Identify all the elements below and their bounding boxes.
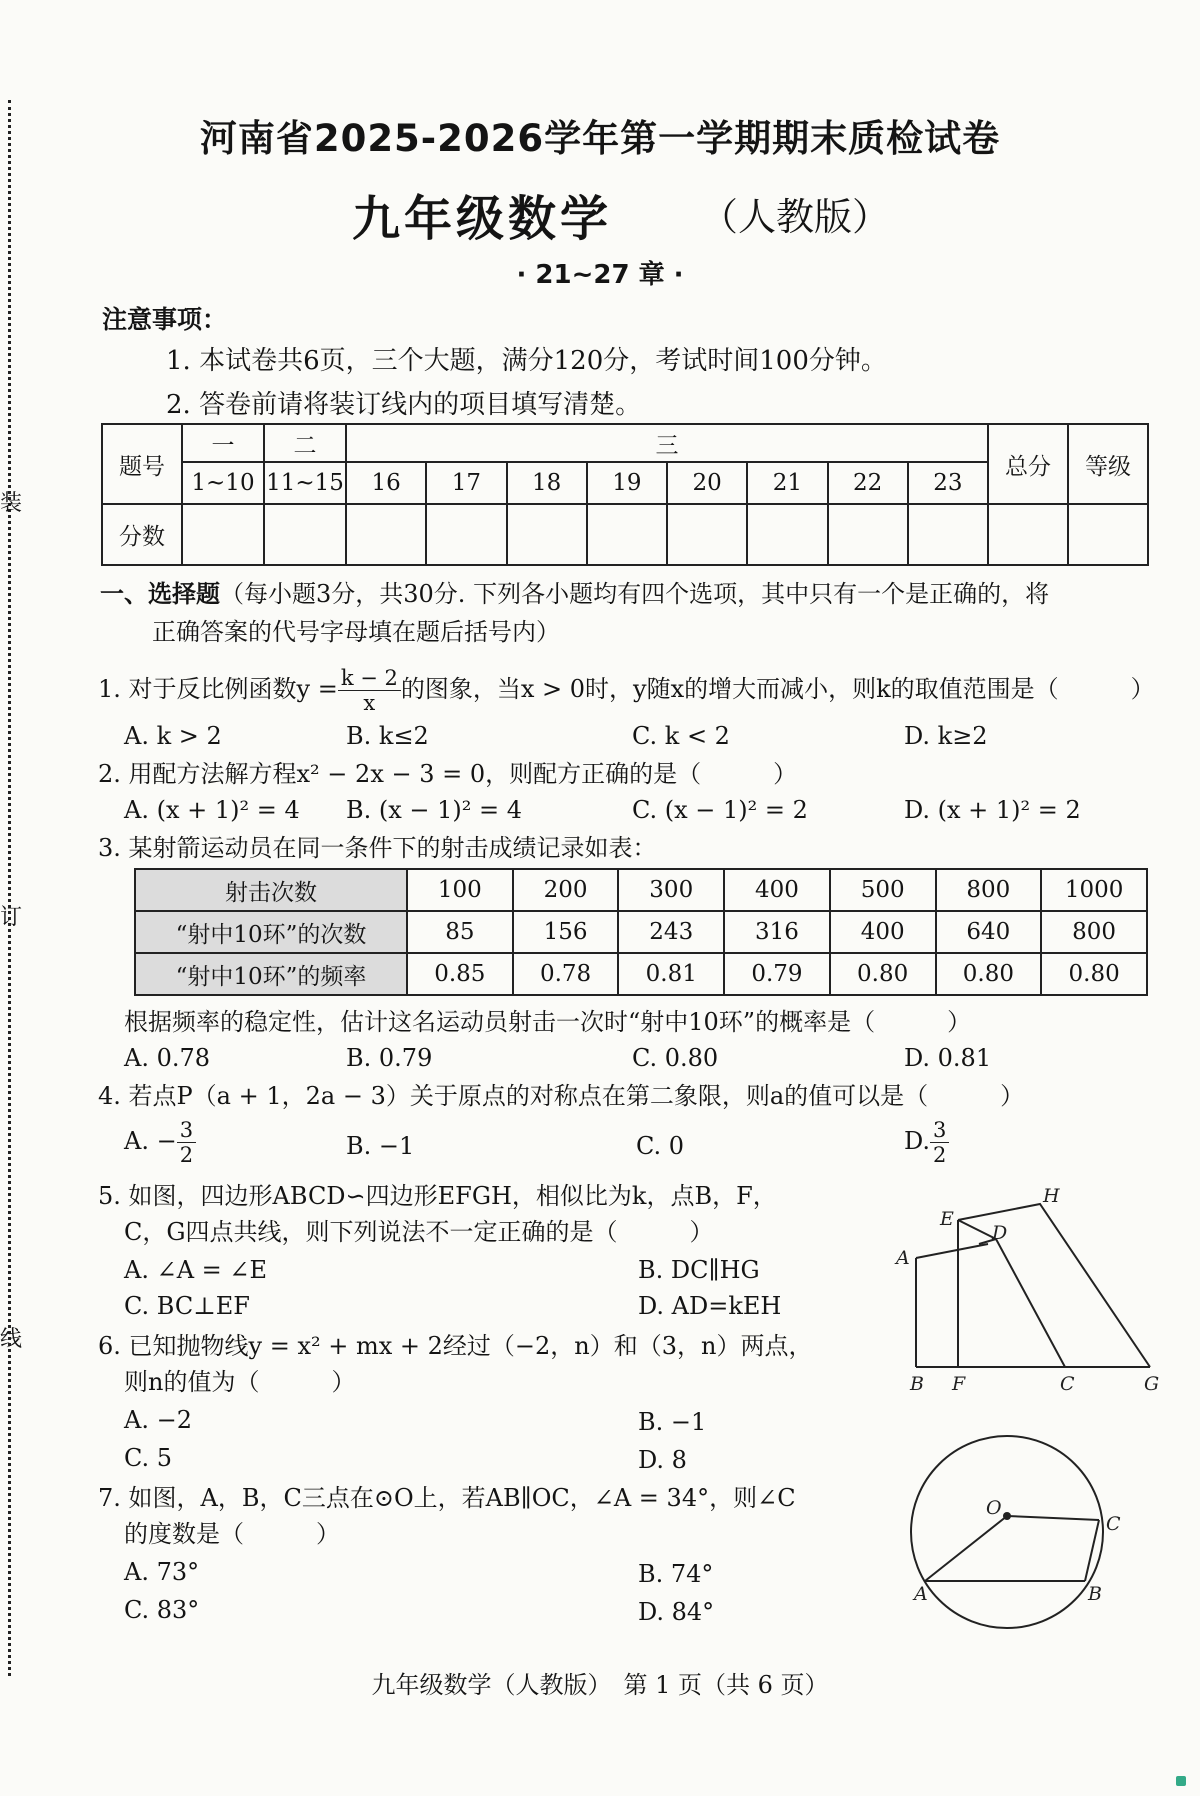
question-6-line-2: 则n的值为（ ） (124, 1368, 356, 1396)
score-table-sub: 16 (346, 462, 426, 504)
q4-d-den: 2 (933, 1143, 947, 1167)
shoot-cell: 156 (513, 911, 619, 953)
q4-d-num: 3 (930, 1118, 949, 1143)
score-table-label-score: 分数 (102, 504, 182, 565)
label-a: A (914, 1583, 928, 1605)
binding-label-xian: 线 (0, 1327, 23, 1352)
subject-title: 九年级数学 (352, 191, 613, 247)
shooting-table (134, 868, 1148, 996)
chapter-range: · 21~27 章 · (516, 260, 684, 290)
question-7-line-2: 的度数是（ ） (124, 1520, 340, 1548)
shoot-cell: 200 (513, 869, 619, 911)
q1-fraction (338, 666, 401, 715)
q7-option-a[interactable]: A. 73° (124, 1558, 200, 1586)
score-table-sub: 11~15 (264, 462, 346, 504)
q6-option-c[interactable]: C. 5 (124, 1444, 173, 1472)
q3-option-c[interactable]: C. 0.80 (632, 1044, 719, 1072)
notice-item-2: 2. 答卷前请将装订线内的项目填写清楚。 (166, 390, 642, 420)
edge-ad-part (916, 1244, 988, 1258)
shoot-cell: 100 (407, 869, 513, 911)
shoot-cell: 640 (936, 911, 1042, 953)
quad-abcd-left (958, 1220, 1065, 1367)
label-c: C (1106, 1513, 1121, 1535)
chord-bc (1085, 1520, 1099, 1581)
q4-option-a[interactable] (124, 1118, 196, 1167)
shoot-row-header: 射击次数 (135, 869, 407, 911)
score-cell[interactable] (507, 504, 587, 565)
shoot-cell: 500 (830, 869, 936, 911)
q3-option-a[interactable]: A. 0.78 (124, 1044, 211, 1072)
label-d: D (992, 1222, 1008, 1244)
score-cell[interactable] (667, 504, 747, 565)
shoot-cell: 400 (724, 869, 830, 911)
score-cell[interactable] (908, 504, 988, 565)
q6-option-a[interactable]: A. −2 (124, 1406, 192, 1434)
shoot-cell: 0.80 (1041, 953, 1147, 995)
q7-option-d[interactable]: D. 84° (638, 1598, 715, 1626)
question-5-line-2: C，G四点共线，则下列说法不一定正确的是（ ） (124, 1218, 714, 1246)
score-cell[interactable] (426, 504, 506, 565)
shoot-cell: 0.79 (724, 953, 830, 995)
label-g: G (1144, 1373, 1160, 1395)
q2-option-a[interactable]: A. (x + 1)² = 4 (124, 796, 300, 824)
q4-option-a-prefix: A. − (124, 1127, 177, 1155)
score-table-group-2: 二 (264, 424, 346, 462)
binding-label-ding: 订 (0, 905, 23, 930)
q1-post: 的图象，当x > 0时，y随x的增大而减小，则k的取值范围是（ ） (400, 675, 1155, 703)
q1-y: y = (296, 675, 338, 703)
shoot-cell: 0.80 (830, 953, 936, 995)
q4-option-d[interactable] (904, 1118, 949, 1167)
shoot-row-header: “射中10环”的频率 (135, 953, 407, 995)
score-table-sub: 20 (667, 462, 747, 504)
shoot-cell: 800 (936, 869, 1042, 911)
shoot-cell: 85 (407, 911, 513, 953)
question-1 (98, 666, 1158, 715)
score-cell[interactable] (587, 504, 667, 565)
score-table-sub: 23 (908, 462, 988, 504)
score-table-sub: 21 (747, 462, 827, 504)
shoot-cell: 1000 (1041, 869, 1147, 911)
label-e: E (940, 1208, 954, 1230)
label-b: B (1088, 1583, 1102, 1605)
label-f: F (952, 1373, 966, 1395)
label-h: H (1043, 1185, 1060, 1207)
question-7-line-1: 7. 如图，A，B，C三点在⊙O上，若AB∥OC，∠A = 34°，则∠C (98, 1484, 796, 1512)
shoot-cell: 800 (1041, 911, 1147, 953)
q2-option-c[interactable]: C. (x − 1)² = 2 (632, 796, 808, 824)
question-6-line-1: 6. 已知抛物线y = x² + mx + 2经过（−2，n）和（3，n）两点， (98, 1332, 813, 1360)
section-1-heading (100, 575, 1160, 651)
q1-frac-num: k − 2 (338, 666, 401, 691)
question-3: 3. 某射箭运动员在同一条件下的射击成绩记录如表： (98, 834, 657, 862)
score-cell[interactable] (747, 504, 827, 565)
q4-option-a-fraction (177, 1118, 196, 1167)
score-cell-grade[interactable] (1068, 504, 1148, 565)
score-table-group-1: 一 (182, 424, 264, 462)
q4-option-d-fraction (930, 1118, 949, 1167)
q1-option-c[interactable]: C. k < 2 (632, 722, 730, 750)
q1-option-a[interactable]: A. k > 2 (124, 722, 222, 750)
section-1-desc-2: 正确答案的代号字母填在题后括号内） (152, 618, 560, 646)
label-o: O (986, 1497, 1002, 1519)
q1-pre: 1. 对于反比例函数 (98, 675, 297, 703)
shoot-cell: 316 (724, 911, 830, 953)
q4-option-c[interactable]: C. 0 (636, 1132, 685, 1160)
q5-figure (880, 1180, 1170, 1400)
score-cell[interactable] (182, 504, 264, 565)
question-4: 4. 若点P（a + 1，2a − 3）关于原点的对称点在第二象限，则a的值可以是（ ） (98, 1082, 1025, 1110)
score-cell[interactable] (264, 504, 346, 565)
shoot-cell: 0.78 (513, 953, 619, 995)
q1-option-b[interactable]: B. k≤2 (346, 722, 429, 750)
question-5-line-1: 5. 如图，四边形ABCD∽四边形EFGH，相似比为k，点B，F， (98, 1182, 777, 1210)
q1-frac-den: x (363, 691, 376, 715)
segment-oc (1007, 1516, 1099, 1520)
q6-option-b[interactable]: B. −1 (638, 1408, 707, 1436)
q3-option-b[interactable]: B. 0.79 (346, 1044, 433, 1072)
q5-option-c[interactable]: C. BC⊥EF (124, 1292, 250, 1320)
q5-option-d[interactable]: D. AD=kEH (638, 1292, 782, 1320)
binding-label-zhuang: 装 (0, 491, 23, 516)
shoot-cell: 400 (830, 911, 936, 953)
q4-option-b[interactable]: B. −1 (346, 1132, 415, 1160)
q5-option-b[interactable]: B. DC∥HG (638, 1256, 760, 1284)
shoot-cell: 0.80 (936, 953, 1042, 995)
q1-option-d[interactable]: D. k≥2 (904, 722, 988, 750)
q7-option-c[interactable]: C. 83° (124, 1596, 200, 1624)
score-table-sub: 22 (828, 462, 908, 504)
shoot-cell: 0.81 (618, 953, 724, 995)
score-table-grade: 等级 (1068, 424, 1148, 504)
q2-option-d[interactable]: D. (x + 1)² = 2 (904, 796, 1081, 824)
shoot-cell: 300 (618, 869, 724, 911)
shoot-cell: 0.85 (407, 953, 513, 995)
score-table-label-q: 题号 (102, 424, 182, 504)
notice-item-1: 1. 本试卷共6页，三个大题，满分120分，考试时间100分钟。 (166, 346, 887, 376)
score-table-total: 总分 (988, 424, 1068, 504)
score-cell-total[interactable] (988, 504, 1068, 565)
q4-a-den: 2 (179, 1143, 194, 1167)
binding-dotted-line (8, 100, 11, 1676)
shoot-cell: 243 (618, 911, 724, 953)
q3-prompt: 根据频率的稳定性，估计这名运动员射击一次时“射中10环”的概率是（ ） (124, 1008, 972, 1036)
score-table-sub: 18 (507, 462, 587, 504)
notice-title: 注意事项： (102, 305, 228, 334)
corner-logo-icon (1176, 1776, 1186, 1786)
section-1-title: 一、选择题 (100, 580, 220, 608)
q2-option-b[interactable]: B. (x − 1)² = 4 (346, 796, 523, 824)
q6-option-d[interactable]: D. 8 (638, 1446, 687, 1474)
score-table (101, 423, 1149, 566)
score-table-sub: 1~10 (182, 462, 264, 504)
q4-a-num: 3 (177, 1118, 196, 1143)
quad-efgh-top (958, 1204, 1150, 1367)
score-cell[interactable] (828, 504, 908, 565)
section-1-desc-1: （每小题3分，共30分. 下列各小题均有四个选项，其中只有一个是正确的，将 (220, 580, 1050, 608)
shoot-row-header: “射中10环”的次数 (135, 911, 407, 953)
score-cell[interactable] (346, 504, 426, 565)
circle-o (911, 1436, 1103, 1628)
q5-option-a[interactable]: A. ∠A = ∠E (124, 1256, 268, 1284)
label-a: A (896, 1247, 910, 1269)
label-b: B (910, 1373, 924, 1395)
center-point-o (1003, 1512, 1011, 1520)
question-2: 2. 用配方法解方程x² − 2x − 3 = 0，则配方正确的是（ ） (98, 760, 798, 788)
score-table-group-3: 三 (346, 424, 988, 462)
q7-option-b[interactable]: B. 74° (638, 1560, 714, 1588)
q7-circle-figure (900, 1420, 1160, 1650)
exam-title: 河南省2025-2026学年第一学期期末质检试卷 (199, 117, 1001, 160)
label-c: C (1060, 1373, 1075, 1395)
q3-option-d[interactable]: D. 0.81 (904, 1044, 992, 1072)
score-table-sub: 17 (426, 462, 506, 504)
page-footer: 九年级数学（人教版） 第 1 页（共 6 页） (371, 1671, 829, 1699)
q4-option-d-prefix: D. (904, 1127, 931, 1155)
segment-oa (925, 1516, 1007, 1581)
score-table-sub: 19 (587, 462, 667, 504)
edition-label: （人教版） (700, 195, 891, 239)
